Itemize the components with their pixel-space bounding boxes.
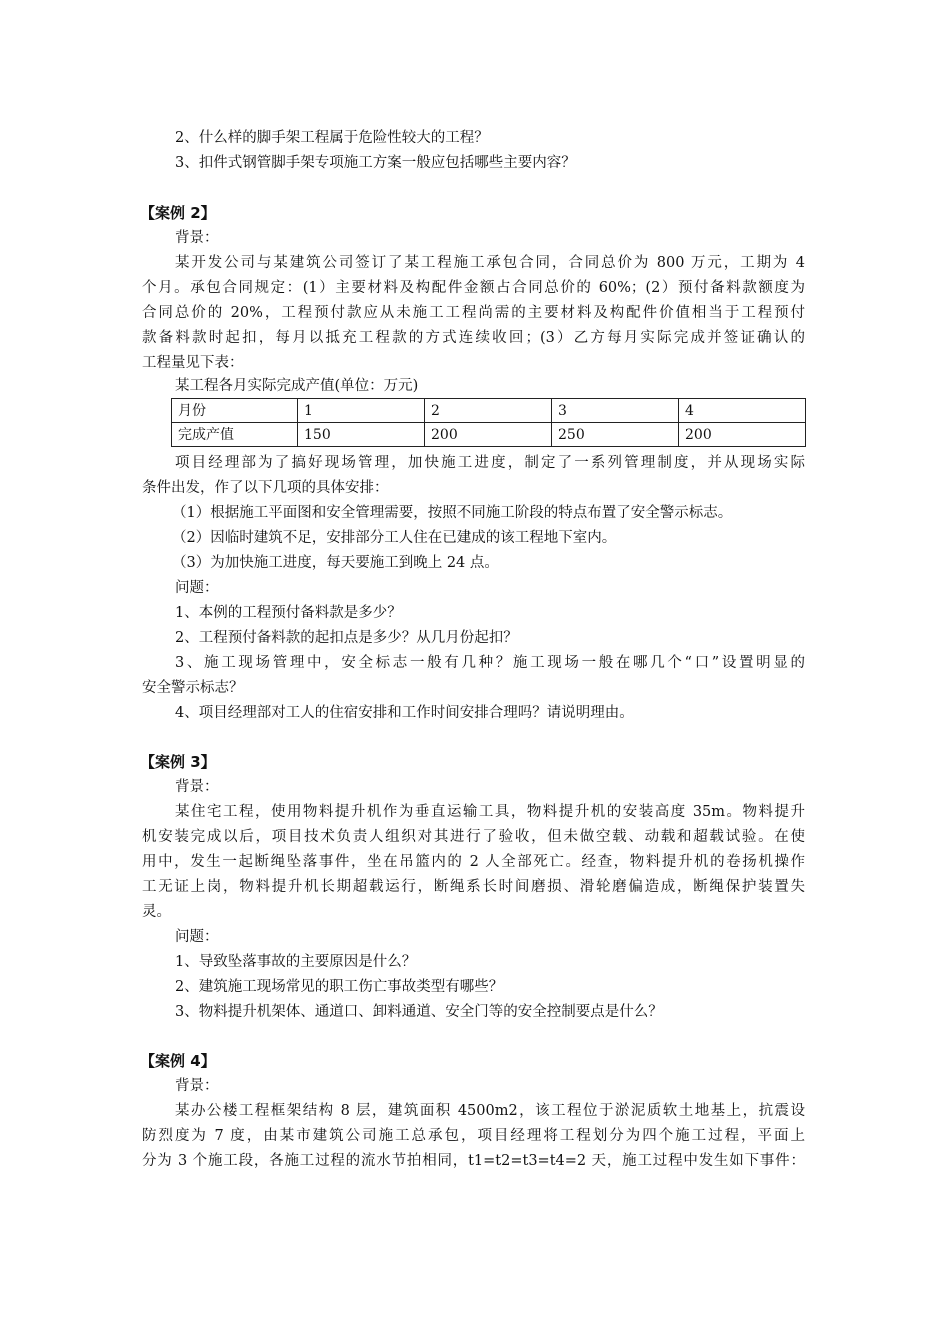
table-header-cell: 2	[425, 399, 552, 423]
case-2-para2-line: 条件出发，作了以下几项的具体安排：	[142, 480, 389, 496]
case-3-heading: 【案例 3】	[140, 753, 216, 771]
table-caption: 某工程各月实际完成产值(单位：万元)	[175, 378, 419, 394]
case-3-body-line: 机安装完成以后，项目技术负责人组织对其进行了验收，但未做空载、动载和超载试验。在使	[142, 829, 805, 845]
table-header-cell: 月份	[172, 399, 298, 423]
case-3-body-line: 灵。	[142, 904, 171, 920]
case-4-heading: 【案例 4】	[140, 1052, 216, 1070]
case-4-background-label: 背景：	[175, 1078, 219, 1094]
table-cell: 200	[425, 423, 552, 447]
table-header-row	[172, 399, 806, 423]
case-2-body-line: 款备料款时起扣，每月以抵充工程款的方式连续收回；(3）乙方每月实际完成并签证确认的	[142, 330, 805, 346]
case-3-body-line: 工无证上岗，物料提升机长期超载运行，断绳系长时间磨损、滑轮磨偏造成，断绳保护装置失	[142, 879, 805, 895]
case-3-background-label: 背景：	[175, 779, 219, 795]
case-2-question: 2、工程预付备料款的起扣点是多少？从几月份起扣？	[175, 630, 518, 646]
case-3-body-line: 用中，发生一起断绳坠落事件，坐在吊篮内的 2 人全部死亡。经查，物料提升机的卷扬机操作	[142, 854, 805, 870]
case-4-body-line: 某办公楼工程框架结构 8 层，建筑面积 4500m2，该工程位于淤泥质软土地基上，抗震设	[175, 1103, 805, 1119]
case-2-para2-line: 项目经理部为了搞好现场管理，加快施工进度，制定了一系列管理制度，并从现场实际	[175, 455, 805, 471]
case-2-body-line: 工程量见下表：	[142, 355, 244, 371]
case-2-body-line: 合同总价的 20%，工程预付款应从未施工工程尚需的主要材料及构配件价值相当于工程预付	[142, 305, 805, 321]
case-3-questions-label: 问题：	[175, 929, 219, 945]
case-2-question: 4、项目经理部对工人的住宿安排和工作时间安排合理吗？请说明理由。	[175, 705, 634, 721]
case-2-questions-label: 问题：	[175, 580, 219, 596]
case-4-body-line: 分为 3 个施工段，各施工过程的流水节拍相同，t1=t2=t3=t4=2 天，施工过程中发生如下事件：	[142, 1153, 805, 1169]
case-2-question: 1、本例的工程预付备料款是多少？	[175, 605, 402, 621]
table-header-cell: 1	[298, 399, 425, 423]
intro-question-3: 3、扣件式钢管脚手架专项施工方案一般应包括哪些主要内容？	[175, 155, 576, 171]
case-3-question: 1、导致坠落事故的主要原因是什么？	[175, 954, 417, 970]
case-3-body-line: 某住宅工程，使用物料提升机作为垂直运输工具，物料提升机的安装高度 35m。物料提升	[175, 804, 805, 820]
case-2-question: 安全警示标志？	[142, 680, 244, 696]
intro-question-2: 2、什么样的脚手架工程属于危险性较大的工程？	[175, 130, 489, 146]
table-header-cell: 4	[679, 399, 806, 423]
output-value-table	[171, 398, 806, 447]
case-2-heading: 【案例 2】	[140, 204, 216, 222]
table-cell: 完成产值	[172, 423, 298, 447]
case-2-question: 3、施工现场管理中，安全标志一般有几种？施工现场一般在哪几个“口”设置明显的	[175, 655, 805, 671]
case-2-body-line: 某开发公司与某建筑公司签订了某工程施工承包合同，合同总价为 800 万元，工期为 4	[175, 255, 805, 271]
case-3-question: 2、建筑施工现场常见的职工伤亡事故类型有哪些？	[175, 979, 504, 995]
case-2-arrangement-item: （2）因临时建筑不足，安排部分工人住在已建成的该工程地下室内。	[172, 530, 617, 546]
table-row	[172, 423, 806, 447]
case-2-background-label: 背景：	[175, 230, 219, 246]
case-2-arrangement-item: （1）根据施工平面图和安全管理需要，按照不同施工阶段的特点布置了安全警示标志。	[172, 505, 733, 521]
case-3-question: 3、物料提升机架体、通道口、卸料通道、安全门等的安全控制要点是什么？	[175, 1004, 663, 1020]
table-header-cell: 3	[552, 399, 679, 423]
table-cell: 150	[298, 423, 425, 447]
case-2-body-line: 个月。承包合同规定：(1）主要材料及构配件金额占合同总价的 60%；(2）预付备料款额度为	[142, 280, 805, 296]
case-4-body-line: 防烈度为 7 度，由某市建筑公司施工总承包，项目经理将工程划分为四个施工过程，平面上	[142, 1128, 805, 1144]
table-cell: 200	[679, 423, 806, 447]
case-2-arrangement-item: （3）为加快施工进度，每天要施工到晚上 24 点。	[172, 555, 499, 571]
table-cell: 250	[552, 423, 679, 447]
